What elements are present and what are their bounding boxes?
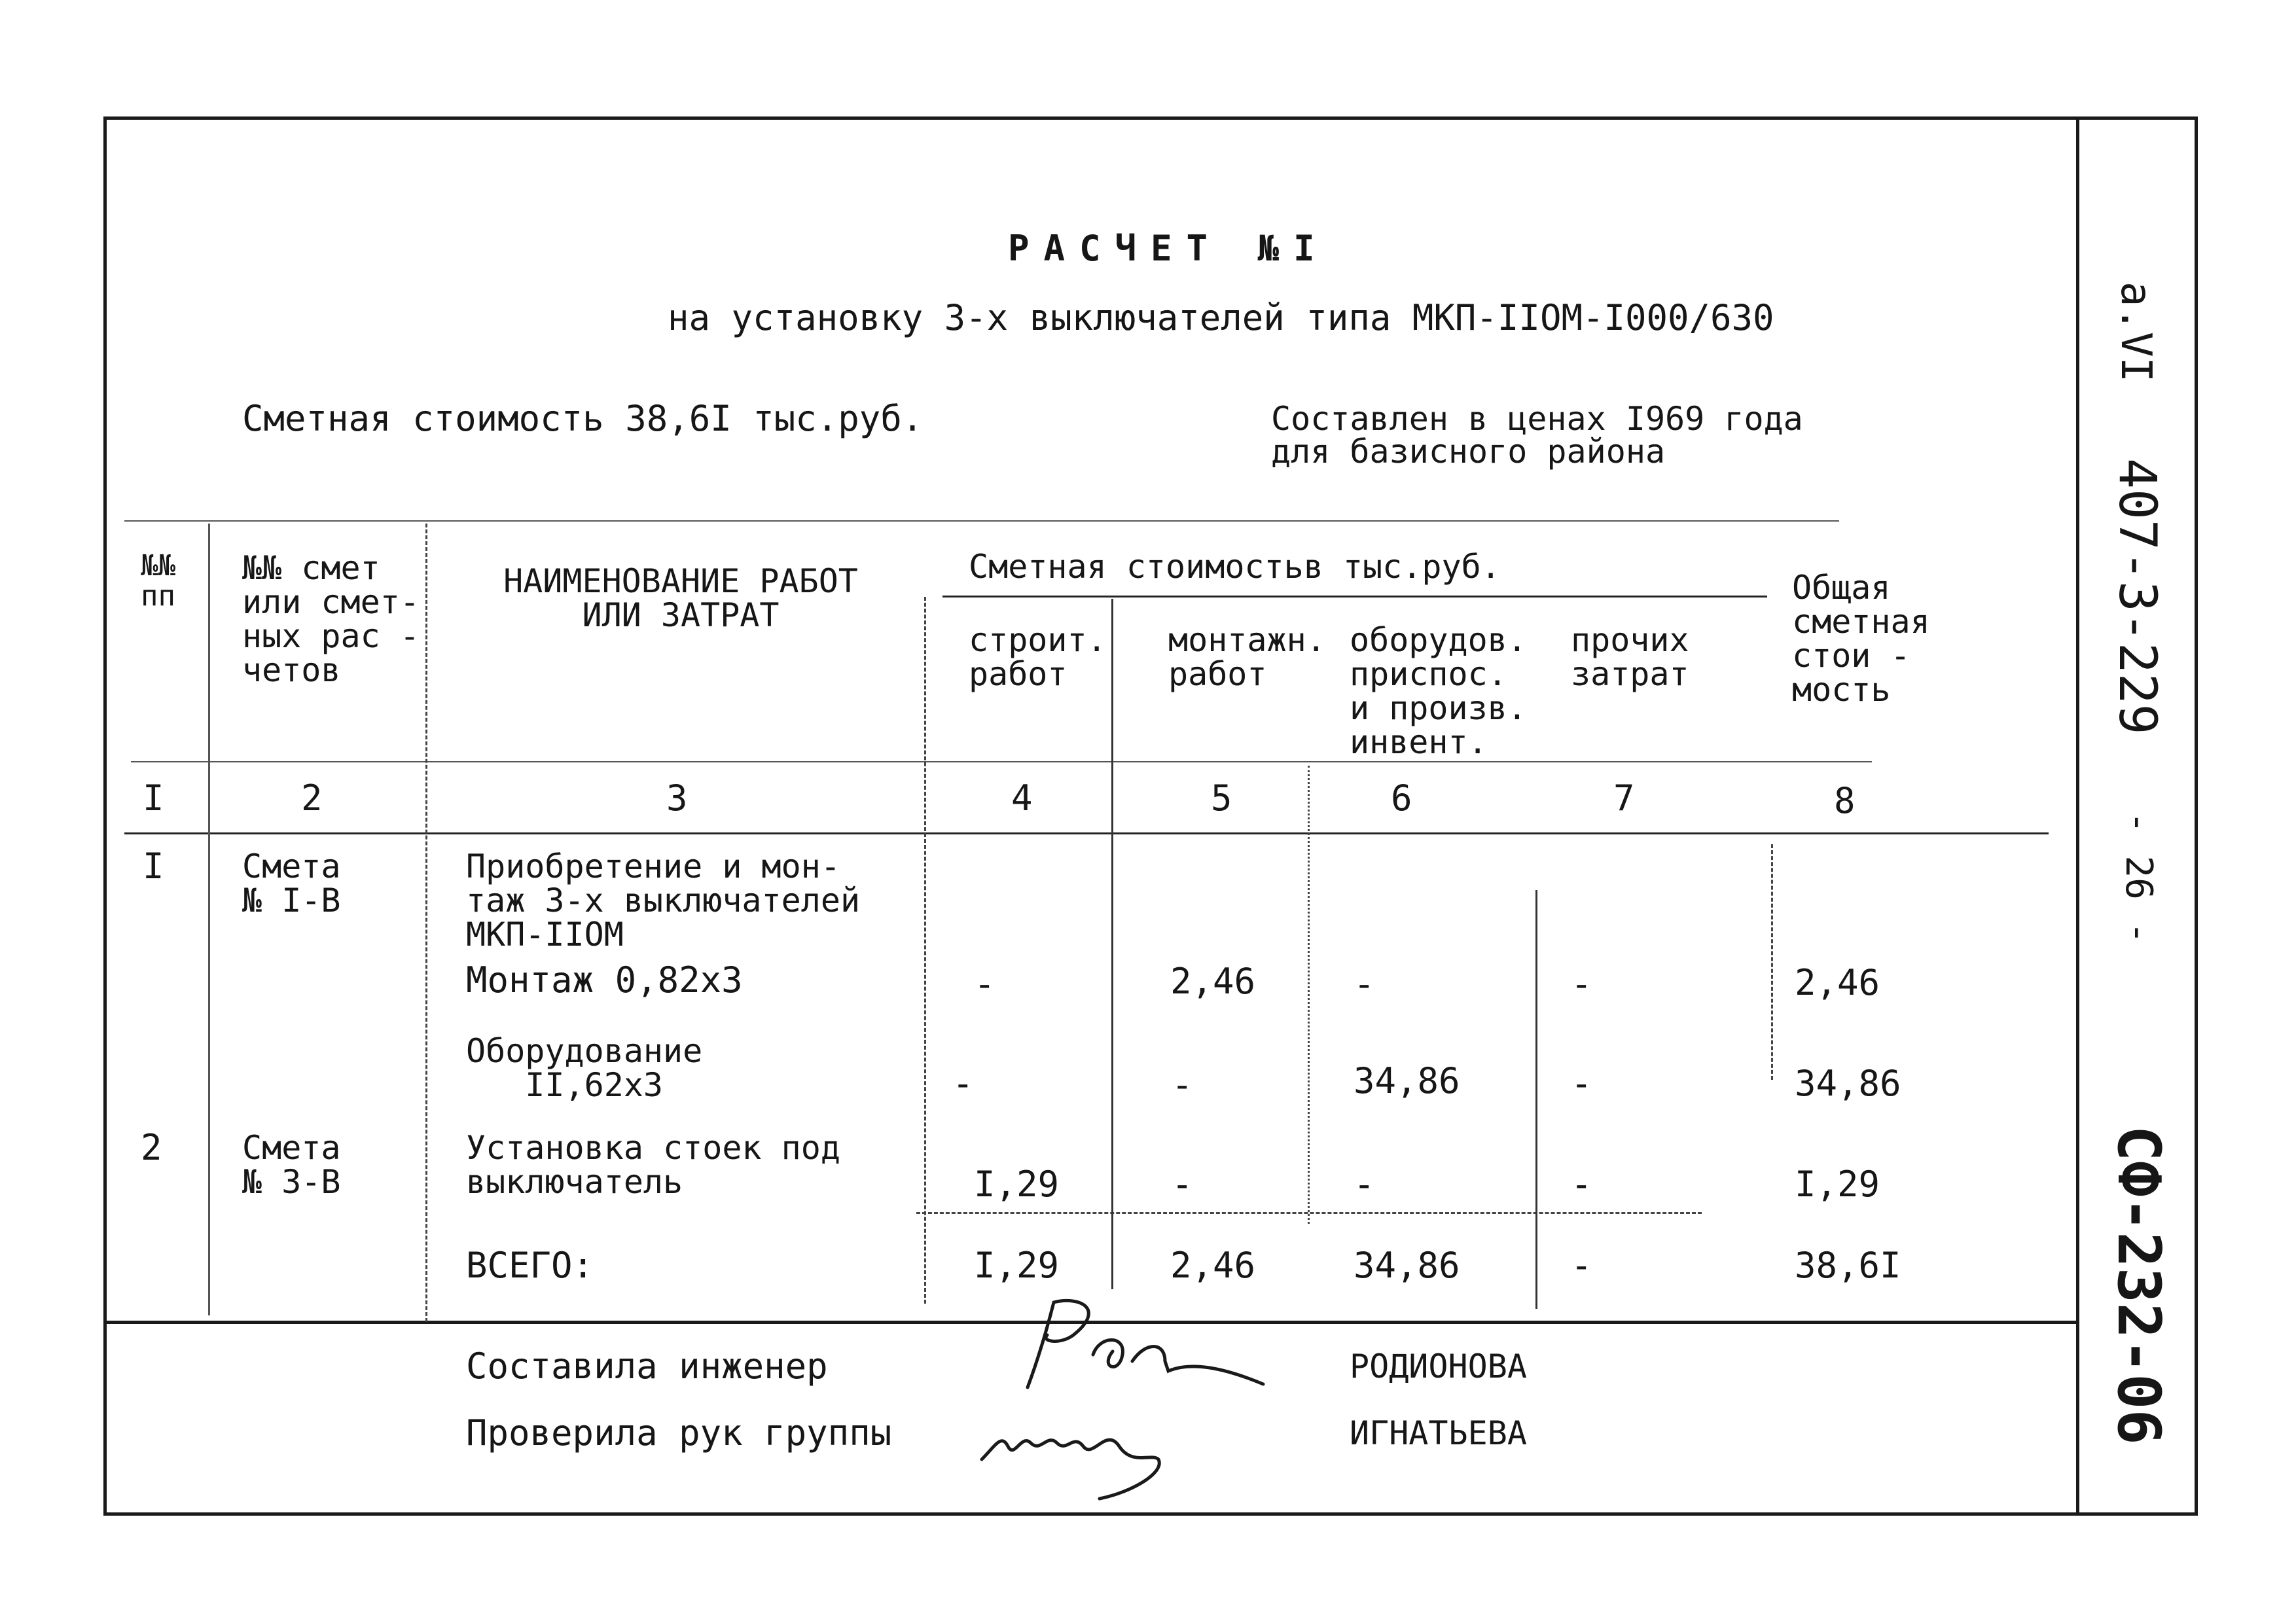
header-estimate-number: №№ смет или смет- ных рас - четов bbox=[242, 549, 420, 689]
row2-installation: 2,46 bbox=[1170, 961, 1256, 1002]
row4-other: - bbox=[1571, 1164, 1592, 1205]
header-total: Общая сметная стои - мость bbox=[1792, 569, 1930, 709]
col-number-6: 6 bbox=[1391, 777, 1412, 819]
document-title: РАСЧЕТ №I bbox=[1008, 228, 1329, 269]
estimated-cost: Сметная стоимость 38,6I тыс.руб. bbox=[242, 398, 924, 439]
col-divider-1 bbox=[208, 524, 210, 1315]
prices-line-1: Составлен в ценах I969 года bbox=[1271, 400, 1803, 438]
total-label: ВСЕГО: bbox=[466, 1245, 594, 1286]
row4-construction: I,29 bbox=[974, 1164, 1060, 1205]
col-number-1: I bbox=[143, 777, 164, 819]
col-divider-2 bbox=[425, 524, 427, 1322]
row1-work-name: Приобретение и мон- таж 3-х выключателей МКП-IIОМ bbox=[466, 847, 861, 954]
header-equipment: оборудов. приспос. и произв. инвент. bbox=[1350, 621, 1527, 761]
col-divider-4 bbox=[1111, 599, 1113, 1289]
col-divider-5 bbox=[1308, 766, 1310, 1224]
signature-checker bbox=[969, 1407, 1178, 1505]
row4-installation: - bbox=[1172, 1164, 1193, 1205]
header-row-number: №№ пп bbox=[141, 549, 175, 613]
row2-equipment: - bbox=[1354, 963, 1375, 1005]
col-number-8: 8 bbox=[1834, 780, 1856, 821]
row3-installation: - bbox=[1172, 1064, 1193, 1105]
row2-other: - bbox=[1571, 963, 1592, 1005]
col-number-4: 4 bbox=[1011, 777, 1033, 819]
total-other: - bbox=[1571, 1245, 1592, 1286]
row3-equipment: 34,86 bbox=[1354, 1060, 1460, 1101]
total-installation: 2,46 bbox=[1170, 1245, 1256, 1286]
checked-by-label: Проверила рук группы bbox=[466, 1412, 892, 1454]
document-subtitle: на установку 3-х выключателей типа МКП-IIОМ-I000/630 bbox=[668, 297, 1774, 338]
col-number-7: 7 bbox=[1613, 777, 1635, 819]
compiled-by-name: РОДИОНОВА bbox=[1350, 1347, 1527, 1385]
row3-other: - bbox=[1571, 1063, 1592, 1104]
header-other: прочих затрат bbox=[1571, 621, 1689, 693]
compiled-by-label: Составила инженер bbox=[466, 1346, 828, 1387]
row1-number: I bbox=[143, 846, 164, 887]
total-construction: I,29 bbox=[974, 1245, 1060, 1286]
checked-by-name: ИГНАТЬЕВА bbox=[1350, 1414, 1527, 1452]
header-bottom-rule bbox=[131, 761, 1872, 762]
row2-total: 2,46 bbox=[1795, 962, 1880, 1003]
page-number: - 26 - bbox=[2117, 812, 2160, 944]
row4-work-name: Установка стоек под выключатель bbox=[466, 1129, 840, 1201]
header-construction: строит. работ bbox=[969, 621, 1107, 693]
col-divider-7 bbox=[1771, 844, 1773, 1080]
row3-construction: - bbox=[952, 1063, 974, 1104]
signature-compiler bbox=[1001, 1289, 1276, 1400]
row2-work-name: Монтаж 0,82х3 bbox=[466, 959, 743, 1001]
project-number: 407-3-229 bbox=[2108, 458, 2166, 735]
prices-line-2: для базисного района bbox=[1271, 433, 1666, 471]
grand-total: 38,6I bbox=[1795, 1245, 1901, 1286]
sheet-label: а.VI bbox=[2111, 281, 2160, 383]
group-header-rule bbox=[942, 596, 1767, 597]
header-installation: монтажн. работ bbox=[1168, 621, 1326, 693]
row4-equipment: - bbox=[1354, 1164, 1375, 1205]
side-stripe-divider bbox=[2076, 116, 2079, 1516]
col-divider-6 bbox=[1535, 890, 1537, 1309]
col-number-5: 5 bbox=[1211, 777, 1232, 819]
header-work-name: НАИМЕНОВАНИЕ РАБОТ ИЛИ ЗАТРАТ bbox=[503, 562, 858, 634]
numbers-bottom-rule bbox=[124, 832, 2049, 834]
table-top-rule bbox=[124, 520, 1839, 522]
col-number-2: 2 bbox=[301, 777, 323, 819]
row4-estimate: Смета № 3-В bbox=[242, 1129, 341, 1201]
row2-construction: - bbox=[974, 963, 996, 1005]
header-cost-group: Сметная стоимостьв тыс.руб. bbox=[969, 548, 1501, 586]
col-divider-3 bbox=[924, 597, 926, 1304]
row1-estimate: Смета № I-В bbox=[242, 847, 341, 919]
col-number-3: 3 bbox=[666, 777, 688, 819]
row4-number: 2 bbox=[141, 1127, 162, 1168]
row3-total: 34,86 bbox=[1795, 1063, 1901, 1104]
row3-work-name: Оборудование II,62х3 bbox=[466, 1032, 703, 1104]
drawing-code: СФ-232-06 bbox=[2104, 1126, 2173, 1445]
row4-total: I,29 bbox=[1795, 1164, 1880, 1205]
total-equipment: 34,86 bbox=[1354, 1245, 1460, 1286]
